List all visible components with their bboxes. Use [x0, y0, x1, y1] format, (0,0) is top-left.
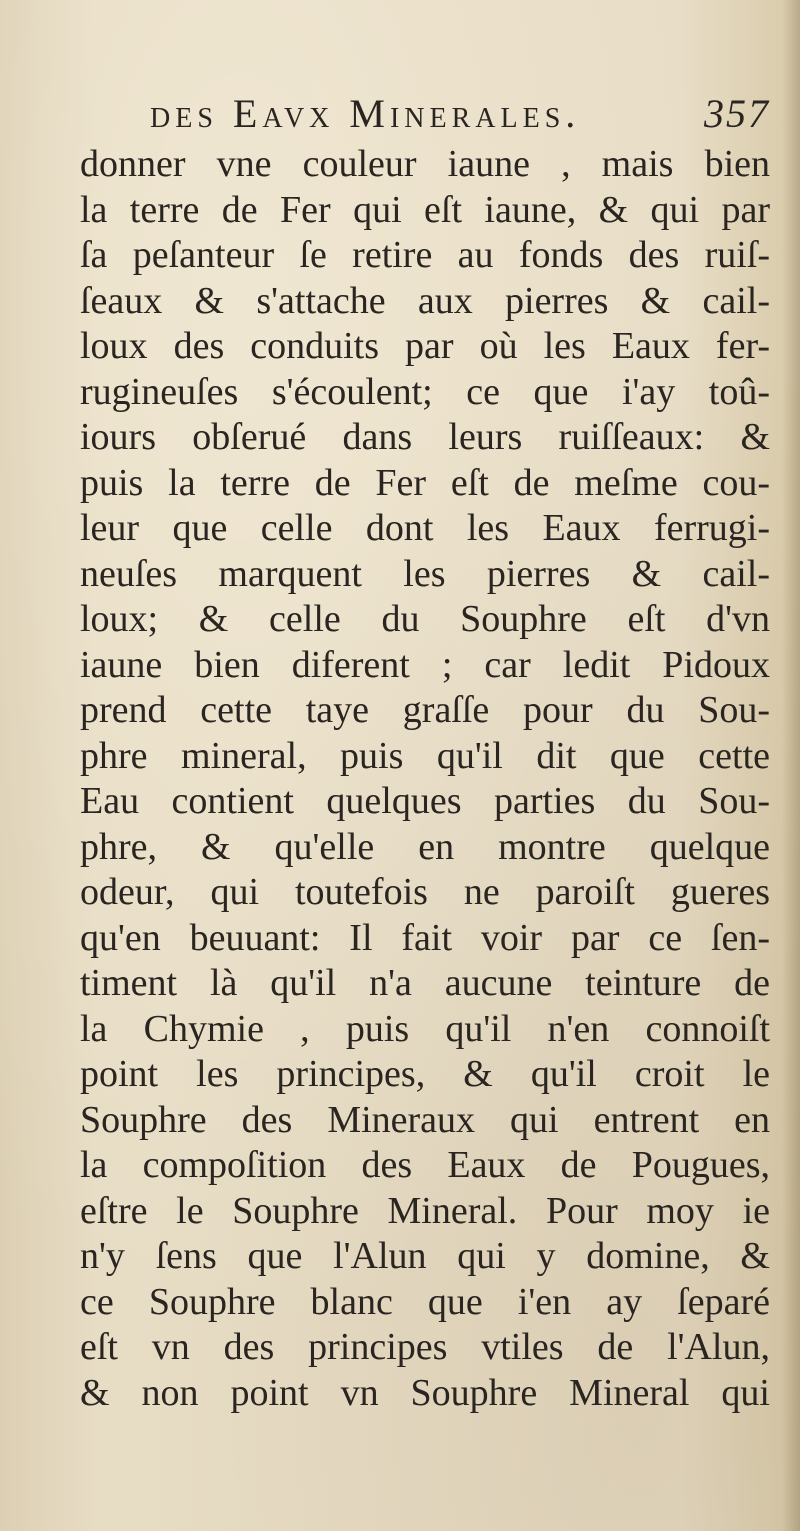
text-line: phre mineral, puis qu'il dit que cette — [80, 734, 770, 777]
text-line: iaune bien diferent ; car ledit Pidoux — [80, 643, 770, 686]
text-line: prend cette taye graſſe pour du Sou- — [80, 689, 770, 731]
text-line: timent là qu'il n'a aucune teinture de — [80, 962, 770, 1004]
text-line: loux; & celle du Souphre eſt d'vn — [80, 598, 770, 640]
text-line: leur que celle dont les Eaux ferrugi- — [80, 507, 770, 549]
text-line: iours obſerué dans leurs ruiſſeaux: & — [80, 416, 770, 458]
text-line: eſt vn des principes vtiles de l'Alun, — [80, 1326, 770, 1368]
text-line: ſa peſanteur ſe retire au fonds des ruiſ- — [80, 234, 770, 276]
text-line: puis la terre de Fer eſt de meſme cou- — [80, 461, 770, 504]
text-line: phre, & qu'elle en montre quelque — [80, 825, 770, 868]
text-line: eſtre le Souphre Mineral. Pour moy ie — [80, 1189, 770, 1232]
running-head: des Eavx Minerales. — [150, 91, 581, 136]
text-line: point les principes, & qu'il croit le — [80, 1053, 770, 1095]
text-line: n'y ſens que l'Alun qui y domine, & — [80, 1235, 770, 1277]
text-line: odeur, qui toutefois ne paroiſt gueres — [80, 871, 770, 913]
text-line: neuſes marquent les pierres & cail- — [80, 552, 770, 595]
text-line: donner vne couleur iaune , mais bien — [80, 143, 770, 185]
text-line: ce Souphre blanc que i'en ay ſeparé — [80, 1280, 770, 1323]
page-edge-shadow — [782, 0, 800, 1531]
text-line: Eau contient quelques parties du Sou- — [80, 780, 770, 822]
text-line: loux des conduits par où les Eaux fer- — [80, 325, 770, 367]
text-line: la Chymie , puis qu'il n'en connoiſt — [80, 1007, 770, 1050]
body-text — [80, 142, 770, 1416]
text-line: ſeaux & s'attache aux pierres & cail- — [80, 279, 770, 322]
page-number: 357 — [704, 91, 770, 136]
text-line: Souphre des Mineraux qui entrent en — [80, 1098, 770, 1141]
text-line: la terre de Fer qui eſt iaune, & qui par — [80, 188, 770, 231]
text-line: rugineuſes s'écoulent; ce que i'ay toû- — [80, 370, 770, 413]
text-line: & non point vn Souphre Mineral qui — [80, 1371, 770, 1414]
text-line: qu'en beuuant: Il fait voir par ce ſen- — [80, 916, 770, 959]
page-header — [150, 90, 770, 140]
text-line: la compoſition des Eaux de Pougues, — [80, 1144, 770, 1186]
